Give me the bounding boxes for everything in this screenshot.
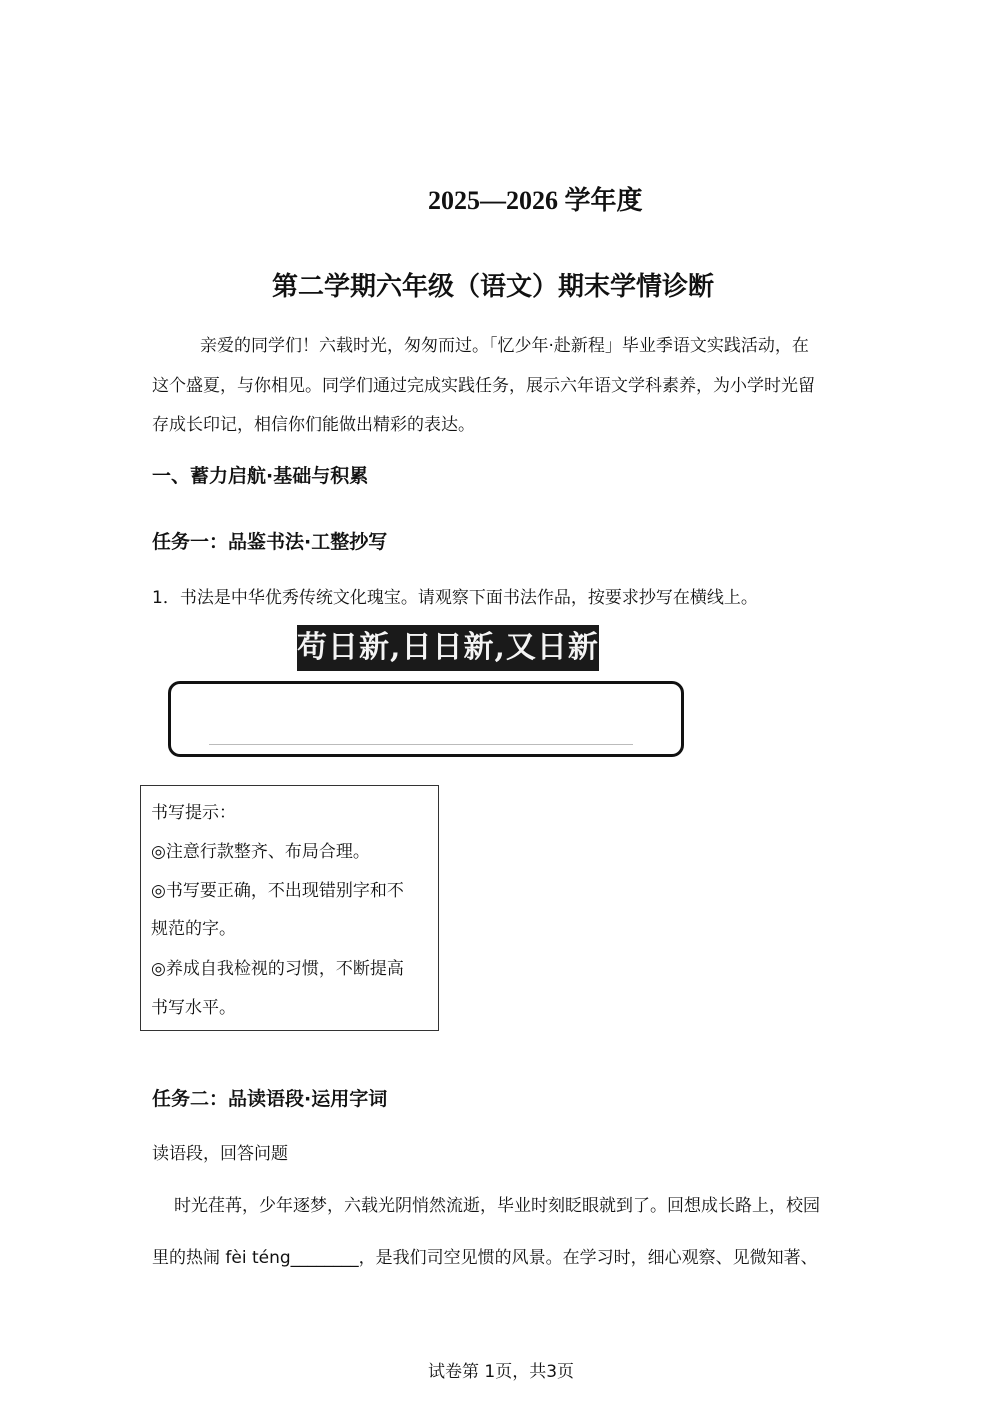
- calligraphy-image: 苟日新,日日新,又日新: [297, 625, 599, 671]
- writing-tips-box: [140, 785, 439, 1031]
- passage-line-1: 时光荏苒，少年逐梦，六载光阴悄然流逝，毕业时刻眨眼就到了。回想成长路上，校园: [174, 1196, 820, 1216]
- task2-instruction: 读语段，回答问题: [152, 1144, 288, 1164]
- tip-line: 规范的字。: [151, 919, 236, 939]
- task1-heading: 任务一：品鉴书法·工整抄写: [152, 531, 388, 553]
- page-year-title: 2025—2026 学年度: [428, 186, 643, 215]
- task2-heading: 任务二：品读语段·运用字词: [152, 1088, 388, 1110]
- page-title: 第二学期六年级（语文）期末学情诊断: [272, 272, 715, 302]
- page-footer: 试卷第 1页，共3页: [428, 1362, 575, 1382]
- answer-line: [209, 744, 633, 745]
- intro-line-1: 亲爱的同学们！六载时光，匆匆而过。「忆少年·赴新程」毕业季语文实践活动，在: [200, 336, 809, 356]
- tips-title: 书写提示：: [151, 803, 236, 823]
- intro-line-3: 存成长印记，相信你们能做出精彩的表达。: [152, 415, 475, 435]
- question-1: 1．书法是中华优秀传统文化瑰宝。请观察下面书法作品，按要求抄写在横线上。: [152, 588, 758, 608]
- section-heading: 一、蓄力启航·基础与积累: [152, 465, 369, 487]
- tip-line: ◎注意行款整齐、布局合理。: [151, 842, 370, 862]
- passage-line-2: 里的热闹 fèi téng________，是我们司空见惯的风景。在学习时，细心观察、见微知著、: [152, 1248, 818, 1268]
- copy-answer-box[interactable]: [168, 681, 684, 757]
- intro-line-2: 这个盛夏，与你相见。同学们通过完成实践任务，展示六年语文学科素养，为小学时光留: [152, 376, 815, 396]
- tip-line: ◎养成自我检视的习惯，不断提高: [151, 959, 404, 979]
- tip-line: ◎书写要正确，不出现错别字和不: [151, 881, 404, 901]
- tip-line: 书写水平。: [151, 998, 236, 1018]
